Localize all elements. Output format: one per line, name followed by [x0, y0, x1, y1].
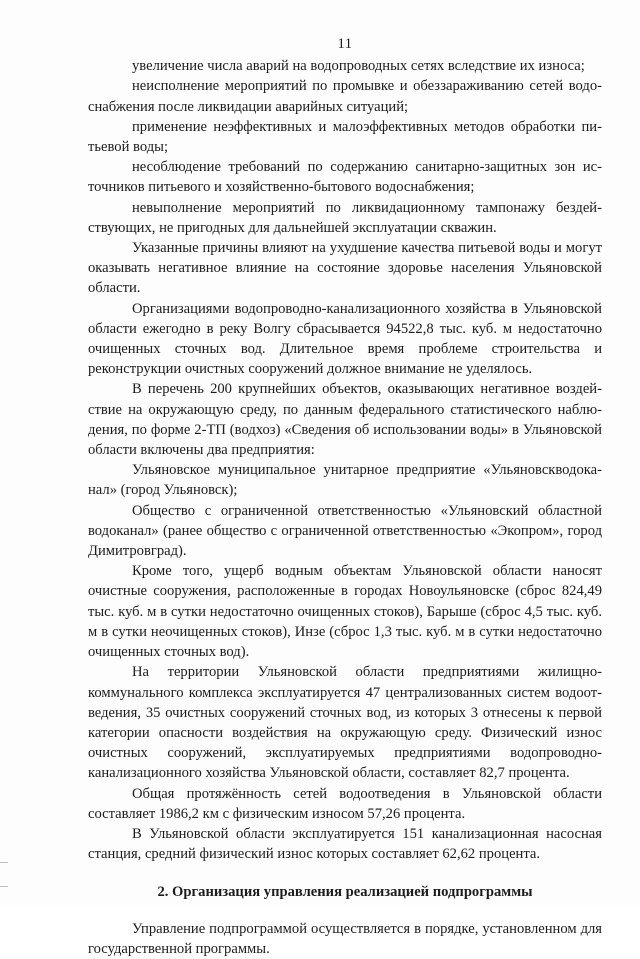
- paragraph: Указанные причины влияют на ухудшение качества питьевой воды и могут оказывать негативное влияние на состояние здоровье населения Ульяновской области.: [88, 240, 602, 297]
- paragraph: невыполнение мероприятий по ликвидационному тампонажу бездействующих, не пригодных для дальнейшей эксплуатации скважин.: [88, 199, 602, 236]
- paragraph: На территории Ульяновской области предприятиями жилищно-коммунального комплекса эксплуатируется 47 централизованных систем водоотведения, 35 очистных сооружений сточных вод, из которых 3 отнесены к первой категории опасности воздействия на окружающую среду. Физический износ очистных сооружений, эксплуатируемых предприятиями водопроводно-канализационного хозяйства Ульяновской области, составляет 82,7 процента.: [88, 664, 602, 782]
- section-heading: 2. Организация управления реализацией подпрограммы: [157, 884, 533, 901]
- body-text-top: [88, 56, 602, 864]
- paragraph: В перечень 200 крупнейших объектов, оказывающих негативное воздействие на окружающую среду, по данным федерального статистического наблюдения, по форме 2-ТП (водхоз) «Сведения об использовании воды» в Ульяновской области включены два предприятия:: [88, 381, 602, 459]
- paragraph: неисполнение мероприятий по промывке и обеззараживанию сетей водоснабжения после ликвидации аварийных ситуаций;: [88, 78, 602, 115]
- paragraph: Ульяновское муниципальное унитарное предприятие «Ульяновскводоканал» (город Ульяновск);: [88, 462, 602, 499]
- paragraph: применение неэффективных и малоэффективных методов обработки питьевой воды;: [88, 118, 602, 156]
- page-number: 11: [337, 36, 353, 52]
- paragraph: Кроме того, ущерб водным объектам Ульяновской области наносят очистные сооружения, расположенные в городах Новоульяновске (сброс 824,49 тыс. куб. м в сутки недостаточно очищенных стоков), Барыше (сброс 4,5 тыс. куб. м в сутки неочищенных стоков), Инзе (сброс 1,3 тыс. куб. м в сутки недостаточно очищенных сточных вод).: [88, 563, 602, 661]
- scan-artifact: [0, 886, 8, 887]
- paragraph: Общая протяжённость сетей водоотведения в Ульяновской области составляет 1986,2 км с физическим износом 57,26 процента.: [88, 785, 602, 822]
- paragraph: В Ульяновской области эксплуатируется 151 канализационная насосная станция, средний физический износ которых составляет 62,62 процента.: [88, 825, 602, 863]
- scan-artifact: [0, 862, 8, 863]
- paragraph: Общество с ограниченной ответственностью «Ульяновский областной водоканал» (ранее общество с ограниченной ответственностью «Экопром», город Димитровград).: [88, 502, 602, 560]
- paragraph: Управление подпрограммой осуществляется в порядке, установленном для государственной программы.: [88, 920, 602, 957]
- paragraph: несоблюдение требований по содержанию санитарно-защитных зон источников питьевого и хозяйственно-бытового водоснабжения;: [88, 159, 602, 196]
- paragraph: увеличение числа аварий на водопроводных сетях вследствие их износа;: [132, 58, 585, 75]
- paragraph: Организациями водопроводно-канализационного хозяйства в Ульяновской области ежегодно в реку Волгу сбрасывается 94522,8 тыс. куб. м недостаточно очищенных сточных вод. Длительное время проблеме строительства и реконструкции очистных сооружений должное внимание не уделялось.: [88, 300, 602, 378]
- body-text-bottom: [88, 919, 602, 959]
